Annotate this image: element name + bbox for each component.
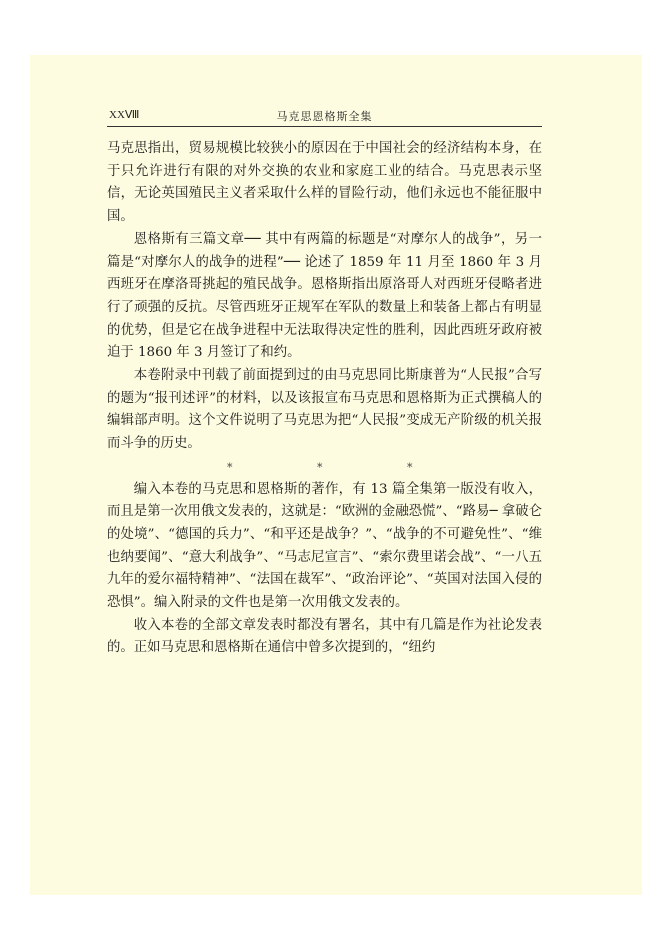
- running-title: 马克思恩格斯全集: [276, 110, 373, 123]
- page-header: [107, 104, 542, 127]
- separator-asterisk: *: [407, 460, 413, 474]
- paragraph: 恩格斯有三篇文章── 其中有两篇的标题是“对摩尔人的战争”，另一篇是“对摩尔人的战争的进程”── 论述了 1859 年 11 月至 1860 年 3 月西班牙在摩洛哥挑起的殖民战争。恩格斯指出原洛哥人对西班牙侵略者进行了顽强的反抗。尽管西班牙正规军在军队的数量上和装备上都占有明显的优势，但是它在战争进程中无法取得决定性的胜利，因此西班牙政府被迫于 1860 年 3 月签订了和约。: [107, 231, 542, 361]
- paragraph: 本卷附录中刊载了前面提到过的由马克思同比斯康普为“人民报”合写的题为“报刊述评”的材料，以及该报宣布马克思和恩格斯为正式撰稿人的编辑部声明。这个文件说明了马克思为把“人民报”变成无产阶级的机关报而斗争的历史。: [107, 368, 542, 452]
- body-text: [107, 138, 542, 660]
- section-separator: [107, 456, 542, 479]
- paragraph: 马克思指出，贸易规模比较狭小的原因在于中国社会的经济结构本身，在于只允许进行有限的对外交换的农业和家庭工业的结合。马克思表示坚信，无论英国殖民主义者采取什么样的冒险行动，他们永远也不能征服中国。: [107, 141, 542, 225]
- paragraph: 编入本卷的马克思和恩格斯的著作，有 13 篇全集第一版没有收入，而且是第一次用俄文发表的，这就是：“欧洲的金融恐慌”、“路易─ 拿破仑的处境”、“德国的兵力”、“和平还是战争？”、“战争的不可避免性”、“维也纳要闻”、“意大利战争”、“马志尼宣言”、“索尔费里诺会战”、“一八五九年的爱尔福特精神”、“法国在裁军”、“政治评论”、“英国对法国入侵的恐惧”。编入附录的文件也是第一次用俄文发表的。: [107, 481, 542, 611]
- separator-asterisk: *: [317, 460, 323, 474]
- page-number: XXⅧ: [109, 109, 140, 121]
- separator-asterisk: *: [227, 460, 233, 474]
- paragraph: 收入本卷的全部文章发表时都没有署名，其中有几篇是作为社论发表的。正如马克思和恩格斯在通信中曾多次提到的，“纽约: [107, 617, 542, 656]
